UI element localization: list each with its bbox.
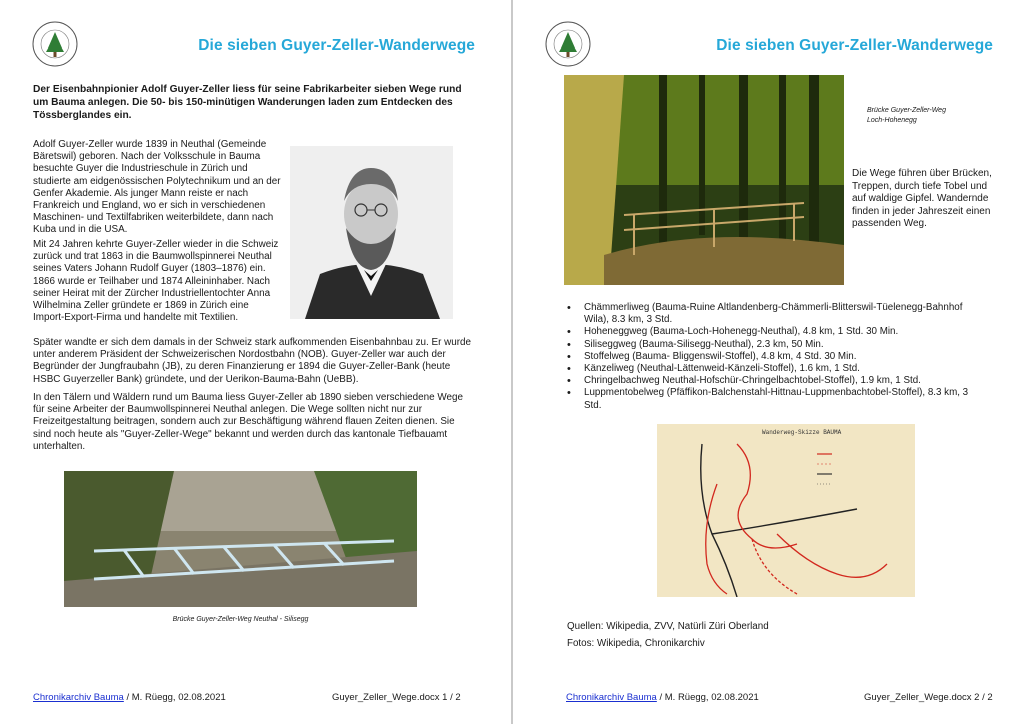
list-item: • Chringelbachweg Neuthal-Hofschür-Chringelbachtobel-Stoffel), 1.9 km, 1 Std. xyxy=(567,375,987,387)
routes-list xyxy=(567,302,987,412)
footer-page-number-1: Guyer_Zeller_Wege.docx 1 / 2 xyxy=(332,692,461,703)
list-item: • Stoffelweg (Bauma- Bliggenswil-Stoffel), 4.8 km, 4 Std. 30 Min. xyxy=(567,351,987,363)
forest-caption-line-2: Loch-Hohenegg xyxy=(867,116,917,124)
list-item: • Chämmerliweg (Bauma-Ruine Altlandenberg-Chämmerli-Blitterswil-Tüelenegg-Bahnhof Wila), 8.3 km, 3 Std. xyxy=(567,302,987,326)
map-title: Wanderweg-Skizze BAUMA xyxy=(762,429,842,436)
page-title: Die sieben Guyer-Zeller-Wanderwege xyxy=(198,37,475,54)
paragraph-railway: Später wandte er sich dem damals in der Schweiz stark aufkommenden Eisenbahnbau zu. Er wurde unter anderem Präsident der Schweizerischen Nordostbahn (NOB). Guyer-Zeller war auch der Begründer der Jungfraubahn (JB), zu deren Finanzierung er 1894 die Guyer-Zeller-Bank (heute HSBC Guyerzeller Bank) gründete, und der Uerikon-Bauma-Bahn (UeBB). xyxy=(33,337,472,385)
footer-page-number-2: Guyer_Zeller_Wege.docx 2 / 2 xyxy=(864,692,993,703)
list-item: • Luppmentobelweg (Pfäffikon-Balchenstahl-Hittnau-Luppmenbachtobel-Stoffel), 8.3 km, 3 Std. xyxy=(567,387,987,411)
intro-paragraph: Der Eisenbahnpionier Adolf Guyer-Zeller liess für seine Fabrikarbeiter sieben Wege rund um Bauma anlegen. Die 50- bis 150-minütigen Wanderungen laden zum Entdecken des Tössberglandes ein. xyxy=(33,84,462,121)
forest-photo-caption xyxy=(867,106,987,125)
paragraph-paths: In den Tälern und Wäldern rund um Bauma liess Guyer-Zeller ab 1890 sieben verschiedene Wege für seine Arbeiter der Baumwollspinnerei Neuthal anlegen. Die Wege sollten nicht nur zur Freizeitgestaltung beitragen, sondern auch zur Beschäftigung während flauen Zeiten dienen. Sie sind noch heute als "Guyer-Zeller-Wege" bekannt und werden durch das kantonale Tiefbauamt unterhalten. xyxy=(33,392,463,452)
footer-author-date: / M. Rüegg, 02.08.2021 xyxy=(656,692,759,703)
page-title: Die sieben Guyer-Zeller-Wanderwege xyxy=(716,37,993,54)
bridge-photo-caption: Brücke Guyer-Zeller-Weg Neuthal - Silisegg xyxy=(172,616,309,623)
chronikarchiv-logo-icon xyxy=(545,21,591,67)
route-map-image xyxy=(657,424,915,597)
side-description: Die Wege führen über Brücken, Treppen, durch tiefe Tobel und auf waldige Gipfel. Wandernde finden in jeder Jahreszeit einen passenden Weg. xyxy=(852,168,992,229)
paragraph-biography: Adolf Guyer-Zeller wurde 1839 in Neuthal (Gemeinde Bäretswil) geboren. Nach der Volksschule in Bauma besuchte Guyer die Industrieschule in Zürich und studierte am eidgenössischen Polytechnikum und an der Genfer Akademie. Als junger Mann reiste er nach Frankreich und England, wo er sich in verschiedenen Maschinen- und Textilfabriken weiterbildete, dann nach Kuba und in die USA. xyxy=(33,139,281,236)
chronikarchiv-link[interactable]: Chronikarchiv Bauma xyxy=(33,692,124,703)
list-item: • Hoheneggweg (Bauma-Loch-Hohenegg-Neuthal), 4.8 km, 1 Std. 30 Min. xyxy=(567,326,987,338)
list-item: • Siliseggweg (Bauma-Silisegg-Neuthal), 2.3 km, 50 Min. xyxy=(567,339,987,351)
footer-author-date: / M. Rüegg, 02.08.2021 xyxy=(123,692,226,703)
list-item: • Känzeliweg (Neuthal-Lättenweid-Känzeli-Stoffel), 1.6 km, 1 Std. xyxy=(567,363,987,375)
chronikarchiv-logo-icon xyxy=(32,21,78,67)
footer-left-page2 xyxy=(566,692,759,703)
bridge-photo xyxy=(64,471,417,607)
chronikarchiv-link[interactable]: Chronikarchiv Bauma xyxy=(566,692,657,703)
forest-bridge-photo xyxy=(564,75,844,285)
footer-left-page1 xyxy=(33,692,226,703)
page-1 xyxy=(0,0,511,724)
photos-line: Fotos: Wikipedia, Chronikarchiv xyxy=(567,638,705,649)
sources-line: Quellen: Wikipedia, ZVV, Natürli Züri Oberland xyxy=(567,621,769,632)
paragraph-career: Mit 24 Jahren kehrte Guyer-Zeller wieder in die Schweiz zurück und trat 1863 in die Baumwollspinnerei Neuthal seines Vaters Johann Rudolf Guyer (1803–1876) ein. 1866 wurde er Teilhaber und 1874 Alleininhaber. Nach seiner Heirat mit der Zürcher Industriellentochter Anna Wilhelmina Zeller gründete er 1869 in Zürich eine Import-Export-Firma und handelte mit Textilien. xyxy=(33,239,279,324)
portrait-image xyxy=(290,146,453,319)
forest-caption-line-1: Brücke Guyer-Zeller-Weg xyxy=(867,107,946,114)
